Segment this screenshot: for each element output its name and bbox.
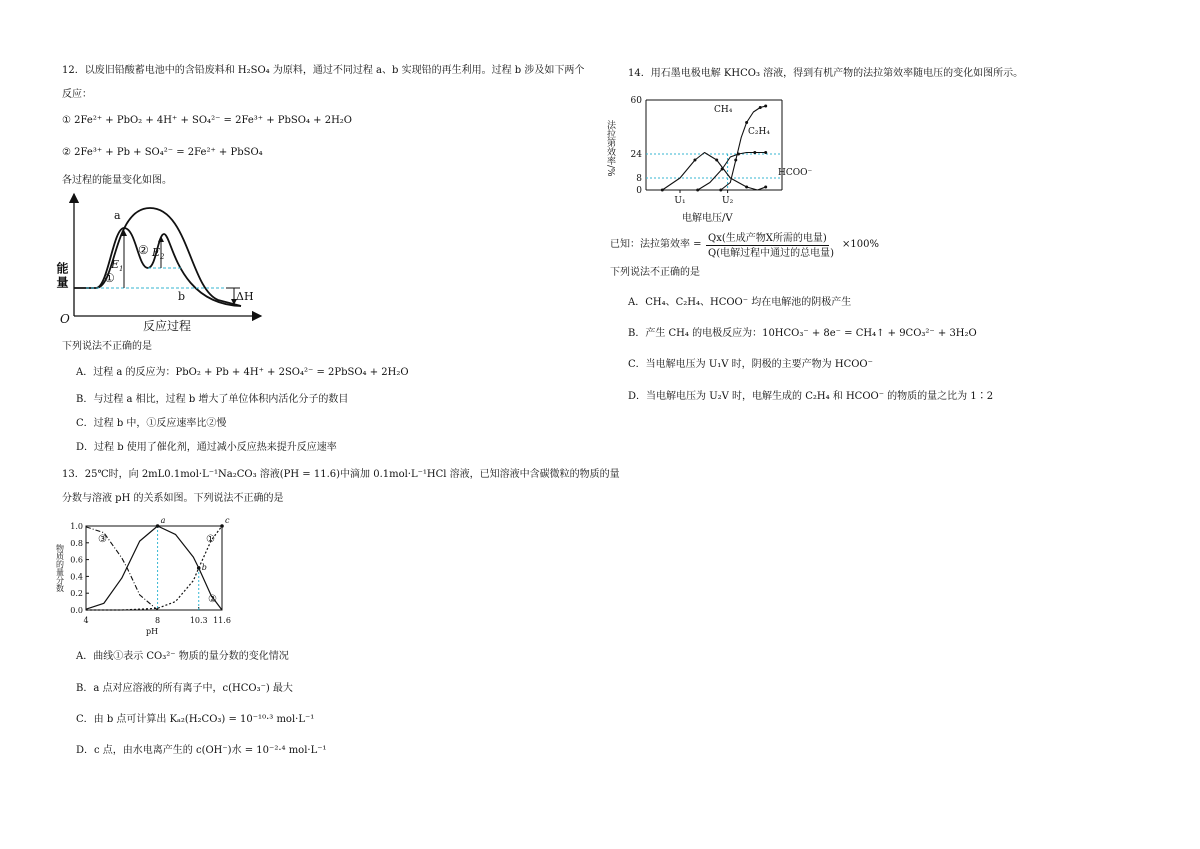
label-step2: ②: [138, 243, 149, 257]
q14-series-label-ch4: CH₄: [714, 105, 733, 115]
q14-series-point: [696, 189, 699, 192]
q14-series-point: [719, 189, 722, 192]
q14-option-d: D．当电解电压为 U₂V 时，电解生成的 C₂H₄ 和 HCOO⁻ 的物质的量之比为 1∶2: [628, 391, 994, 402]
label-e1: $E_1$: [111, 258, 124, 273]
label-b: b: [178, 290, 186, 303]
q13-ytick-label: 0.0: [70, 606, 83, 615]
q14-option-c: C．当电解电压为 U₁V 时，阴极的主要产物为 HCOO⁻: [628, 359, 873, 370]
q14-series-point: [764, 151, 767, 154]
q14-series-point: [661, 189, 664, 192]
q13-point-label: b: [201, 563, 207, 572]
q13-intro-line2: 分数与溶液 pH 的关系如图。下列说法不正确的是: [62, 493, 284, 504]
q14-series-point: [745, 121, 748, 124]
q14-known-suffix: ×100%: [842, 239, 879, 250]
q12-energy-diagram: [55, 192, 278, 333]
q14-series-point: [737, 153, 740, 156]
q12-option-b: B．与过程 a 相比，过程 b 增大了单位体积内活化分子的数目: [76, 394, 349, 405]
q13-option-c: C．由 b 点可计算出 Kₐ₂(H₂CO₃) = 10⁻¹⁰·³ mol·L⁻¹: [76, 714, 315, 725]
q13-xtick-label: 10.3: [189, 616, 208, 625]
q13-point-label: a: [160, 516, 166, 525]
label-step1: ①: [104, 271, 115, 285]
q14-series-line: [698, 153, 766, 191]
q12-option-d: D．过程 b 使用了催化剂，通过减小反应热来提升反应速率: [76, 442, 337, 453]
q13-ylabel: 物质的量分数: [55, 544, 65, 592]
q14-series-point: [734, 159, 737, 162]
q13-ytick-label: 0.8: [70, 538, 83, 548]
q14-option-a: A．CH₄、C₂H₄、HCOO⁻ 均在电解池的阴极产生: [628, 297, 852, 308]
q13-xtick-label: 11.6: [213, 616, 231, 625]
q13-xlabel: pH: [146, 627, 159, 636]
q14-ytick-label: 24: [630, 150, 642, 160]
q13-option-a: A．曲线①表示 CO₃²⁻ 物质的量分数的变化情况: [76, 651, 289, 662]
q13-ytick-label: 0.6: [70, 555, 83, 565]
q14-efficiency-chart: [605, 90, 813, 225]
label-e2: $E_2$: [152, 246, 165, 261]
q13-point: [156, 524, 160, 528]
q13-point-label: c: [225, 516, 230, 525]
q12-intro-line1: 12．以废旧铅酸蓄电池中的含铅废料和 H₂SO₄ 为原料，通过不同过程 a、b 实现铅的再生利用。过程 b 涉及如下两个: [62, 65, 585, 76]
q14-intro: 14．用石墨电极电解 KHCO₃ 溶液，得到有机产物的法拉第效率随电压的变化如图所示。: [628, 68, 1024, 79]
q14-series-point: [759, 106, 762, 109]
q13-option-d: D．c 点，由水电离产生的 c(OH⁻)水 = 10⁻²·⁴ mol·L⁻¹: [76, 745, 327, 756]
q12-prompt: 下列说法不正确的是: [62, 341, 152, 352]
ylabel: 能量: [55, 262, 69, 290]
q14-ytick-label: 0: [636, 186, 642, 196]
q14-option-b: B．产生 CH₄ 的电极反应为：10HCO₃⁻ + 8e⁻ = CH₄↑ + 9CO₃²⁻ + 3H₂O: [628, 328, 977, 339]
q13-fraction-chart: [56, 516, 236, 636]
q14-series-label-hcoo: HCOO⁻: [778, 168, 813, 178]
q13-series-label: ②: [208, 594, 217, 605]
q14-xtick-label: U₁: [674, 196, 686, 206]
q13-xtick-label: 8: [155, 616, 161, 625]
q12-option-a: A．过程 a 的反应为：PbO₂ + Pb + 4H⁺ + 2SO₄²⁻ = 2PbSO₄ + 2H₂O: [76, 367, 409, 378]
q14-series-point: [693, 159, 696, 162]
q13-ytick-label: 0.2: [70, 589, 83, 599]
q14-known-denominator: Q(电解过程中通过的总电量): [708, 248, 835, 259]
q14-prompt: 下列说法不正确的是: [610, 267, 700, 278]
q14-series-point: [745, 186, 748, 189]
q14-ytick-label: 8: [636, 174, 642, 184]
q14-ytick-label: 60: [630, 96, 642, 106]
q12-intro-line2: 反应：: [62, 89, 92, 100]
q13-intro-line1: 13．25℃时，向 2mL0.1mol·L⁻¹Na₂CO₃ 溶液(PH = 11.6)中滴加 0.1mol·L⁻¹HCl 溶液，已知溶液中含碳微粒的物质的量: [62, 469, 620, 480]
label-dh: ΔH: [236, 290, 254, 303]
q14-series-line: [662, 153, 765, 191]
q13-ytick-label: 0.4: [70, 572, 83, 582]
q13-ytick-label: 1.0: [70, 522, 83, 531]
q14-known-prefix: 已知：法拉第效率 =: [610, 239, 702, 250]
q12-equation-1: ① 2Fe²⁺ + PbO₂ + 4H⁺ + SO₄²⁻ = 2Fe³⁺ + PbSO₄ + 2H₂O: [62, 115, 352, 126]
q13-series-label: ③: [98, 534, 107, 545]
q12-equation-2: ② 2Fe³⁺ + Pb + SO₄²⁻ = 2Fe²⁺ + PbSO₄: [62, 147, 263, 158]
q13-xtick-label: 4: [83, 616, 89, 625]
xlabel: 反应过程: [143, 319, 192, 333]
q13-option-b: B．a 点对应溶液的所有离子中，c(HCO₃⁻) 最大: [76, 683, 293, 694]
q14-series-line: [721, 106, 766, 190]
q13-series-label: ①: [206, 534, 215, 545]
q14-series-point: [753, 151, 756, 154]
label-a: a: [114, 209, 121, 222]
q14-known-numerator: Qx(生成产物X所需的电量): [708, 233, 827, 244]
q14-series-label-c2h4: C₂H₄: [748, 127, 770, 137]
q12-diagram-caption: 各过程的能量变化如图。: [62, 175, 172, 186]
q13-point: [197, 566, 201, 570]
q14-xtick-label: U₂: [721, 196, 734, 206]
q14-series-point: [764, 105, 767, 108]
origin-label: O: [60, 312, 70, 326]
q14-xlabel: 电解电压/V: [682, 213, 733, 224]
q13-point: [220, 524, 224, 528]
q14-ylabel: 法拉第效率/%: [605, 120, 615, 177]
q14-series-point: [715, 159, 718, 162]
q12-option-c: C．过程 b 中，①反应速率比②慢: [76, 418, 227, 429]
q14-series-point: [764, 186, 767, 189]
